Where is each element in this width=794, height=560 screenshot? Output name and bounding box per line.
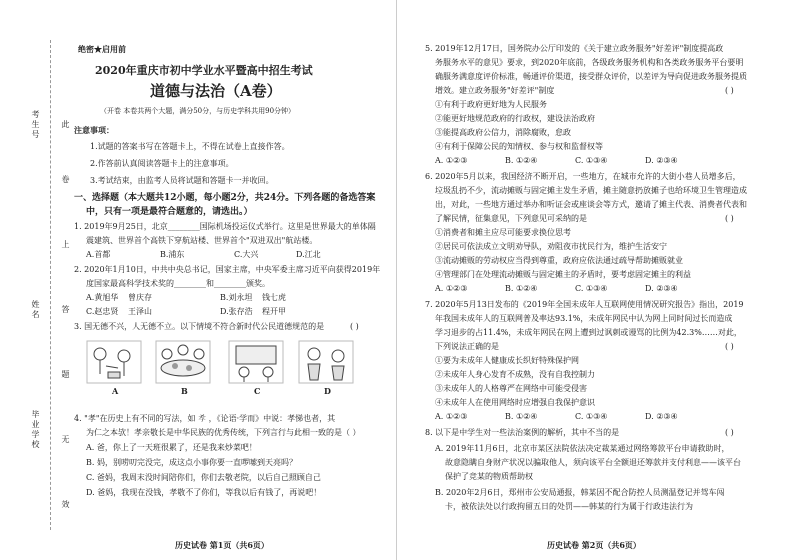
q5-item-2: ②能更好地规范政府的行政权，建设法治政府 [435,114,595,123]
q3-cartoon-d [298,340,354,384]
q1-stem-2: 震建筑、世界首个高铁下穿航站楼、世界首个"双进双出"航站楼。 [86,236,318,245]
q7-answer-paren: ( ) [725,342,734,351]
notes-title: 注意事项： [74,125,114,135]
vertical-warning-1: 此 [61,120,70,130]
left-page-footer: 历史试卷 第1页（共6页） [175,540,269,550]
q6-item-4: ④管理部门在处理流动摊贩与固定摊主的矛盾时，要考虑固定摊主的利益 [435,270,691,279]
q5-option-a: A. ①②③ [435,156,468,165]
q8-option-b-2: 卡，被依法处以行政拘留五日的处罚——韩某的行为属于行政违法行为 [445,502,693,511]
q7-stem-4: 下列说法正确的是 [435,342,499,351]
section1-title-2: 中，只有一项是最符合题意的，请选出。） [86,207,253,217]
vertical-warning-2: 卷 [61,175,70,185]
q2-option-a2: 曾庆存 [128,293,152,302]
q7-option-a: A. ①②③ [435,412,468,421]
note-2: 2.作答前认真阅读答题卡上的注意事项。 [90,159,234,168]
q2-stem-2: 度国家最高科学技术奖的________和________颁奖。 [86,279,270,288]
q5-answer-paren: ( ) [725,86,734,95]
q3-cartoon-a [86,340,142,384]
q8-option-a-3: 保护了竞某的物质帮助权 [445,472,533,481]
q2-option-a1: A.黄旭华 [86,293,119,302]
q6-stem-4: 了解民情，征集意见，下列意见可采纳的是 [435,214,587,223]
q5-item-3: ③能提高政府公信力，消除腐败，怠政 [435,128,571,137]
q7-stem-3: 学习退步的占11.4%，未成年网民在网上遭到过讽刺或谩骂的比例为42.3%……对此， [435,328,742,337]
q6-item-1: ①消费者和摊主应尽可能要求换位思考 [435,228,571,237]
q2-stem: 2. 2020年1月10日，中共中央总书记，国家主席，中央军委主席习近平向获得2019年 [74,265,381,274]
q5-stem-4: 增效。建立政务服务"好差评"制度 [435,86,555,95]
q8-answer-paren: ( ) [725,428,734,437]
q5-option-c: C. ①③④ [575,156,608,165]
binding-line [50,40,51,530]
q4-stem-2: 为仁之本欤！孝亲敬长是中华民族的优秀传统，下列言行与此相一致的是（ ） [86,428,361,437]
q7-stem: 7. 2020年5月13日发布的《2019年全国未成年人互联网使用情况研究报告》指出，2019 [425,300,744,309]
q4-stem: 4. "孝"在历史上有不同的写法，如 𡥉 ，《论语·学而》中说：孝悌也者，其 [74,414,336,423]
q2-option-d2: 程开甲 [262,307,286,316]
side-label-school: 毕业学校 [31,410,40,450]
subject-title: 道德与法治（A卷） [150,82,282,100]
right-page [397,0,794,560]
q2-option-c2: 王泽山 [128,307,152,316]
q5-stem-3: 确服务满意度评价标准，畅通评价渠道，接受群众评价，以差评为导向促进政务服务提质 [435,72,747,81]
side-label-name: 姓名 [31,300,40,320]
q2-option-d1: D.张存浩 [220,307,253,316]
q7-option-b: B. ①②④ [505,412,538,421]
q3-stem: 3. 国无德不兴，人无德不立。以下情境不符合新时代公民道德规范的是 [74,322,325,331]
exam-info: （开卷 本卷共两个大题，满分50分，与历史学科共用90分钟） [100,107,296,115]
q7-stem-2: 年我国未成年人的互联网普及率达93.1%，未成年网民中认为网上同时间过长而造成 [435,314,733,323]
q8-option-b: B. 2020年2月6日，郑州市公安局通报，韩某因不配合防控人员测温登记并驾车闯 [435,488,725,497]
q2-option-b1: B.刘永坦 [220,293,253,302]
q3-label-d: D [324,386,331,396]
q3-answer-paren: ( ) [350,322,359,331]
side-label-exam-id: 考生号 [31,110,40,140]
q6-item-3: ③流动摊贩的劳动权应当得到尊重，政府应依法通过疏导帮助摊贩就业 [435,256,683,265]
q3-label-a: A [112,386,119,396]
note-3: 3.考试结束，由监考人员将试题和答题卡一并收回。 [90,176,274,185]
q6-item-2: ②居民可依法成立文明劝导队，劝阻夜市扰民行为，维护生活安宁 [435,242,667,251]
q8-option-a: A. 2019年11月6日，北京市某区法院依法决定裁某通过网络筹款平台申请救助时， [435,444,730,453]
q4-option-a: A. 爸，你上了一天班很累了，还是我来炒菜吧！ [86,443,257,452]
q1-option-b: B.浦东 [160,250,185,259]
q5-option-b: B. ①②④ [505,156,538,165]
q4-option-d: D. 爸妈，我现在没钱，孝敬不了你们，等我以后有钱了，再说吧！ [86,488,322,497]
q8-stem: 8. 以下是中学生对一些法治案例的解析，其中不当的是 [425,428,620,437]
exam-title: 2020年重庆市初中学业水平暨高中招生考试 [95,64,313,77]
q7-option-c: C. ①③④ [575,412,608,421]
q6-answer-paren: ( ) [725,214,734,223]
secret-mark: 绝密★启用前 [78,44,126,54]
q1-option-a: A.首都 [86,250,111,259]
q6-option-c: C. ①③④ [575,284,608,293]
vertical-warning-6: 无 [61,435,70,445]
q5-option-d: D. ②③④ [645,156,678,165]
vertical-warning-7: 效 [61,500,70,510]
q6-stem: 6. 2020年5月以来，我国经济不断开启，一些地方，在城市允许的大街小巷人员增多后， [425,172,741,181]
vertical-warning-5: 题 [61,370,70,380]
q6-stem-2: 垃圾乱扔不少，流动摊贩与固定摊主发生矛盾，摊主随意扔放摊子也给环境卫生管理造成 [435,186,747,195]
q7-option-d: D. ②③④ [645,412,678,421]
q6-stem-3: 出，对此，一些地方通过举办和听证会或座谈会等方式，邀请了摊主代表、消费者代表和 [435,200,747,209]
q3-label-b: B [181,386,188,396]
vertical-warning-3: 上 [61,240,70,250]
q7-item-3: ③未成年人的人格尊严在网络中可能受侵害 [435,384,587,393]
q5-stem: 5. 2019年12月17日，国务院办公厅印发的《关于建立政务服务"好差评"制度提高政 [425,44,724,53]
q2-option-b2: 钱七虎 [262,293,286,302]
q8-option-a-2: 故意隐瞒自身财产状况以骗取他人，须向该平台全额退还筹款并支付利息——该平台 [445,458,741,467]
note-1: 1.试题的答案书写在答题卡上，不得在试卷上直接作答。 [90,142,290,151]
q6-option-b: B. ①②④ [505,284,538,293]
q3-cartoon-b [155,340,211,384]
right-page-footer: 历史试卷 第2页（共6页） [547,540,641,550]
q3-label-c: C [254,386,261,396]
q3-cartoon-c [228,340,284,384]
q7-item-1: ①要为未成年人健康成长织好特殊保护网 [435,356,579,365]
q5-item-4: ④有利于保障公民的知情权、参与权和监督权等 [435,142,603,151]
q6-option-a: A. ①②③ [435,284,468,293]
q1-option-d: D.江北 [296,250,321,259]
q7-item-2: ②未成年人身心发育不成熟，没有自我控制力 [435,370,595,379]
q1-option-c: C.大兴 [234,250,259,259]
q4-option-c: C. 爸妈，我周末没时间陪你们，你们去敬老院，以后自己照顾自己 [86,473,321,482]
q1-stem: 1. 2019年9月25日，北京________国际机场投运仪式举行。这里是世界最大的单体隔 [74,222,376,231]
q5-item-1: ①有利于政府更好地为人民服务 [435,100,547,109]
section1-title: 一、选择题（本大题共12小题，每小题2分，共24分。下列各题的备选答案 [74,193,376,203]
q6-option-d: D. ②③④ [645,284,678,293]
q2-option-c1: C.赵忠贤 [86,307,119,316]
q4-option-b: B. 妈，别唠叨完没完，成这点小事你要一直啰嗦到天亮吗？ [86,458,297,467]
vertical-warning-4: 答 [61,305,70,315]
q7-item-4: ④未成年人在使用网络时应增强自我保护意识 [435,398,595,407]
q5-stem-2: 务服务水平的意见》要求，到2020年底前，各级政务服务机构和各类政务服务平台要明 [435,58,744,67]
